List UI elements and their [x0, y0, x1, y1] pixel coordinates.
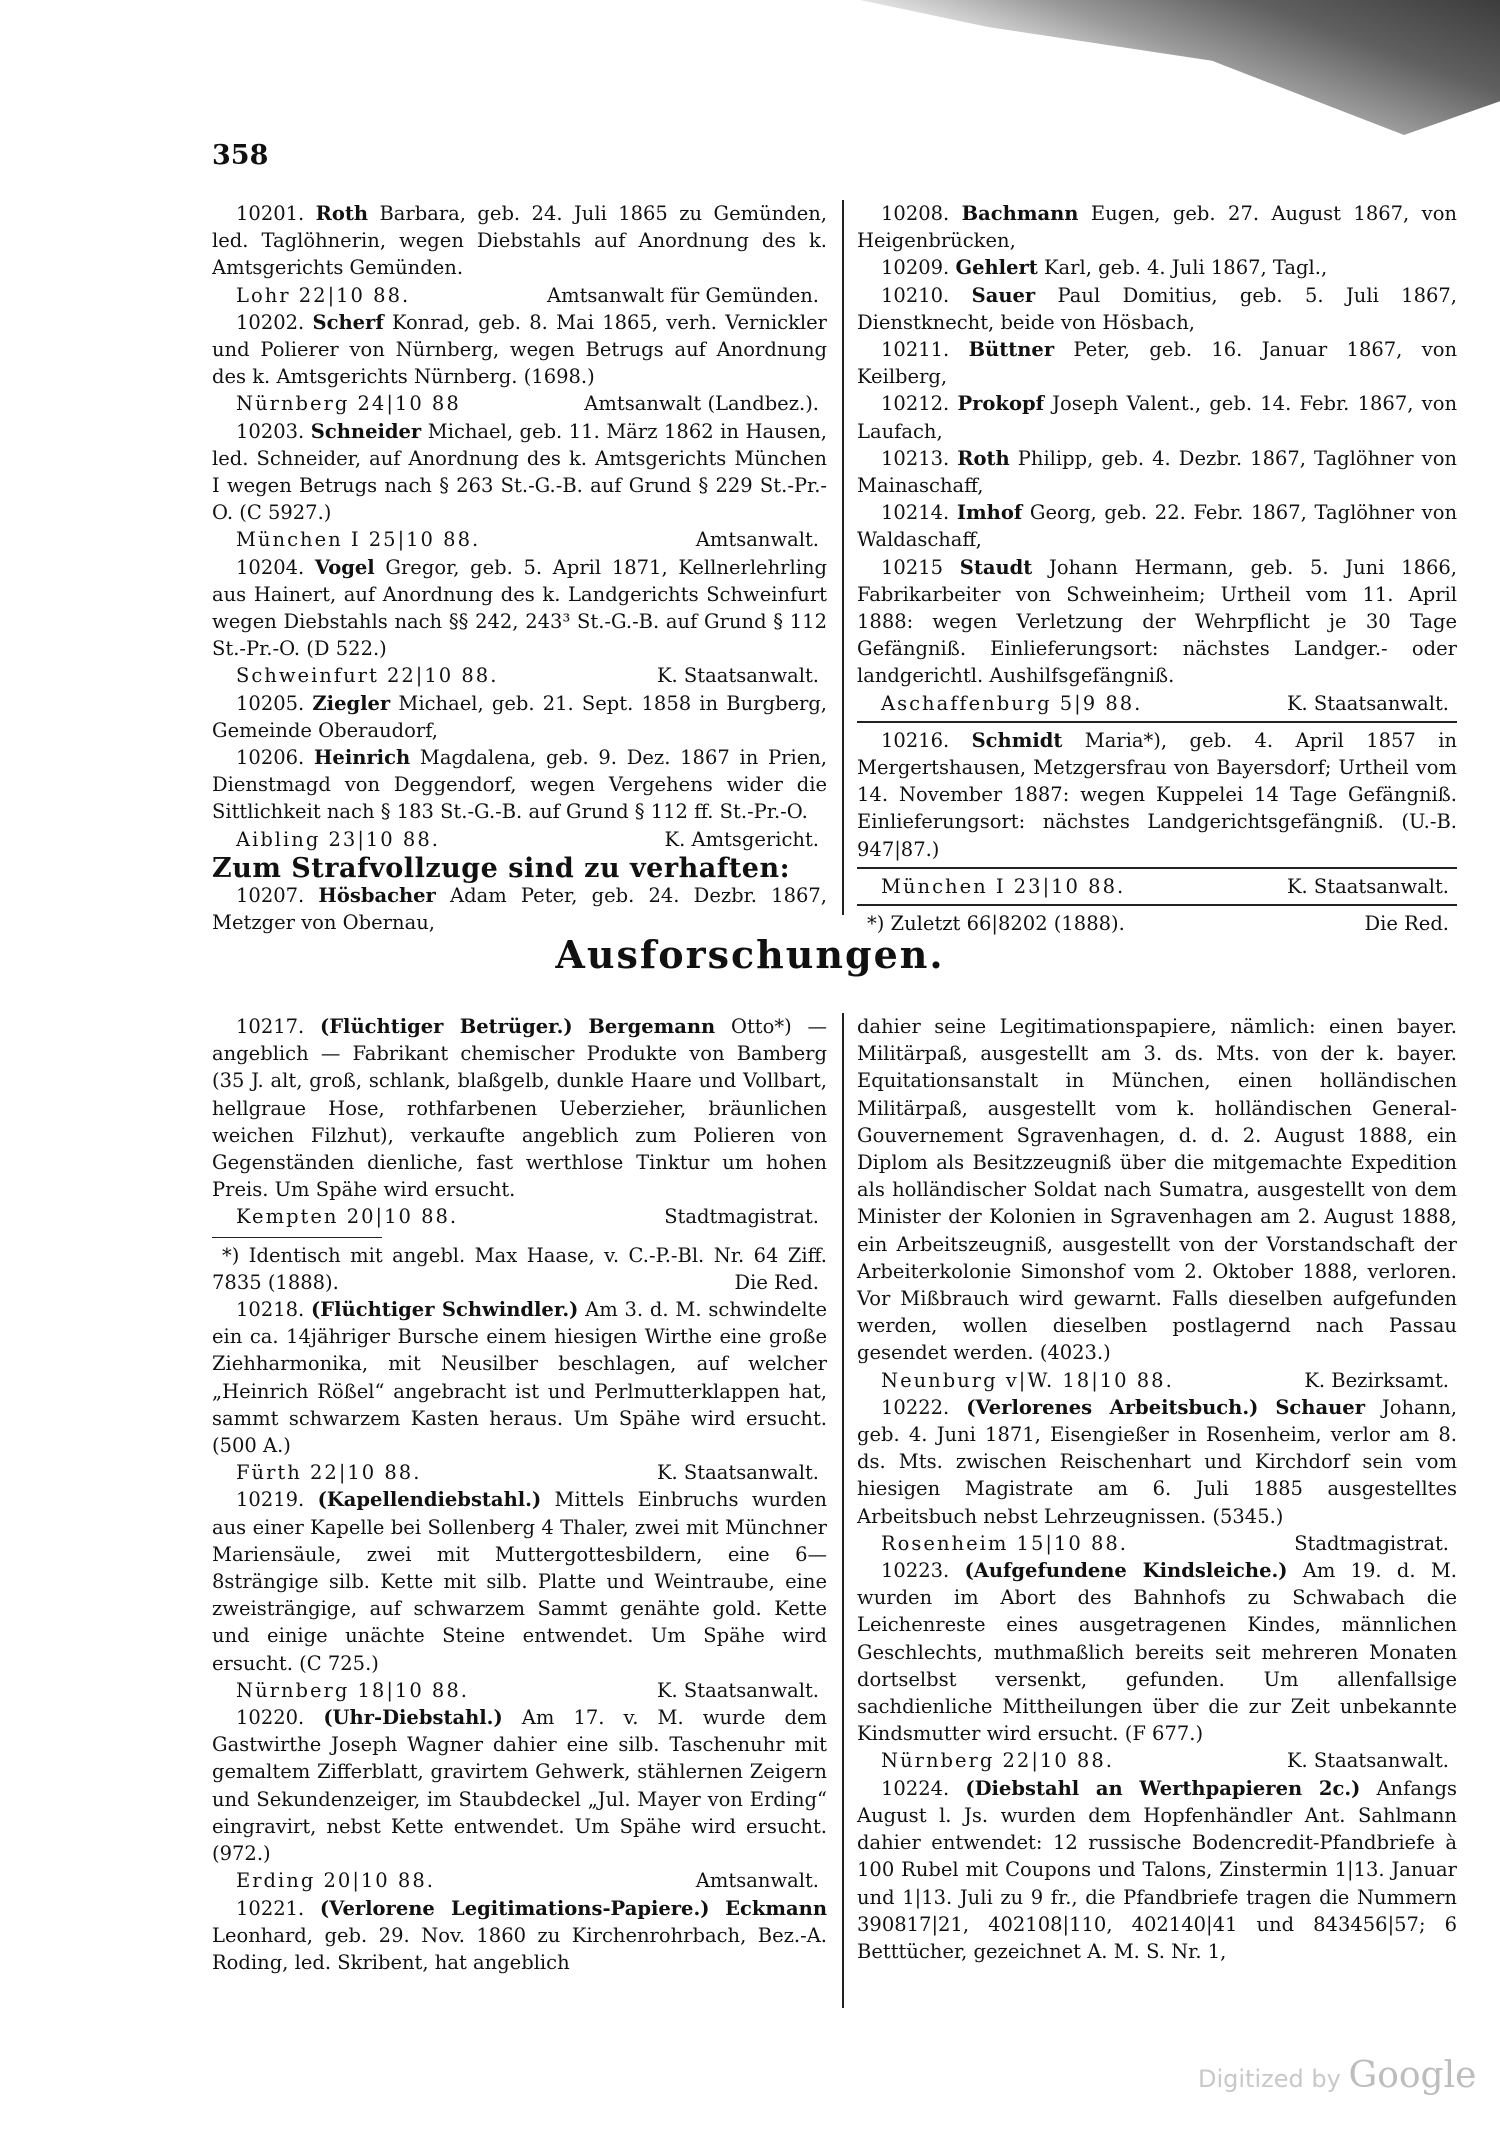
signature: Kempten 20|10 88. Stadtmagistrat.	[236, 1205, 819, 1229]
entry-10216: 10216. Schmidt Maria*), geb. 4. April 1857 in Mergertshausen, Metzgersfrau von Bayersdorf; Urtheil vom 14. November 1887: wegen Kuppelei 14 Tage Gefängniß. Einlieferungsort: nächstes Landgerichtsgefängniß. (U.-B. 947|87.)	[857, 728, 1457, 861]
entry-10220: 10220. (Uhr-Diebstahl.) Am 17. v. M. wurde dem Gastwirthe Joseph Wagner dahier eine silb. Taschenuhr mit gemaltem Zifferblatt, gravirtem Gehwerk, stählernen Zeigern und Sekundenzeiger, im Staubdeckel „Jul. Mayer von Erding“ eingravirt, nebst Kette entwendet. Um Spähe wird ersucht. (972.)	[212, 1706, 827, 1866]
signature: Rosenheim 15|10 88. Stadtmagistrat.	[881, 1531, 1449, 1555]
entry-10210: 10210. Sauer Paul Domitius, geb. 5. Juli 1867, Dienstknecht, beide von Hösbach,	[857, 283, 1457, 334]
top-right-column	[857, 200, 1457, 937]
signature: Neunburg v|W. 18|10 88. K. Bezirksamt.	[881, 1368, 1449, 1392]
entry-10223: 10223. (Aufgefundene Kindsleiche.) Am 19. d. M. wurden im Abort des Bahnhofs zu Schwabach die Leichenreste eines ausgetragenen Kindes, männlichen Geschlechts, muthmaßlich bereits seit mehreren Monaten dortselbst versenkt, gefunden. Um allenfallsige sachdienliche Mittheilungen über die zur Zeit unbekannte Kindsmutter wird ersucht. (F 677.)	[857, 1559, 1457, 1746]
column-divider	[842, 200, 844, 915]
horizontal-rule	[857, 904, 1457, 906]
scan-edge-shadow	[860, 0, 1500, 135]
column-divider	[842, 1013, 844, 2008]
horizontal-rule	[857, 867, 1457, 869]
entry-10202: 10202. Scherf Konrad, geb. 8. Mai 1865, verh. Vernickler und Polierer von Nürnberg, wegen Betrugs auf Anordnung des k. Amtsgerichts Nürnberg. (1698.)	[212, 310, 827, 389]
entry-10221: 10221. (Verlorene Legitimations-Papiere.) Eckmann Leonhard, geb. 29. Nov. 1860 zu Kirchenrohrbach, Bez.-A. Roding, led. Skribent, hat angeblich	[212, 1896, 828, 1974]
entry-10203: 10203. Schneider Michael, geb. 11. März 1862 in Hausen, led. Schneider, auf Anordnung des k. Amtsgerichts München I wegen Betrugs nach § 263 St.-G.-B. auf Grund § 229 St.-Pr.-O. (C 5927.)	[212, 419, 827, 525]
digitized-watermark: Digitized by Google	[1198, 2055, 1477, 2096]
entry-10215: 10215 Staudt Johann Hermann, geb. 5. Juni 1866, Fabrikarbeiter von Schweinheim; Urtheil vom 11. April 1888: wegen Verletzung der Wehrpflicht je 30 Tage Gefängniß. Einlieferungsort: nächstes Landger.- oder landgerichtl. Aushilfsgefängniß.	[857, 555, 1458, 688]
entry-10218: 10218. (Flüchtiger Schwindler.) Am 3. d. M. schwindelte ein ca. 14jähriger Bursche einem hiesigen Wirthe eine große Ziehharmonika, mit Neusilber beschlagen, auf welcher „Heinrich Rößel“ angebracht ist und Perlmutterklappen hat, sammt schwarzem Kasten heraus. Um Spähe wird ersucht. (500 A.)	[212, 1298, 827, 1458]
entry-10221-continued: dahier seine Legitimationspapiere, nämlich: einen bayer. Militärpaß, ausgestellt am 3. ds. Mts. von der k. bayer. Equitationsanstalt in München, einen holländischen Militärpaß, ausgestellt vom k. holländischen General-Gouvernement Sgravenhagen, d. d. 2. August 1888, ein Diplom als Besitzzeugniß über die mitgemachte Expedition als holländischer Soldat nach Sumatra, ausgestellt von dem Minister der Kolonien in Sgravenhagen am 2. August 1888, ein Arbeitszeugniß, ausgestellt von der Vorstandschaft der Arbeiterkolonie Simonshof vom 2. Oktober 1888, verloren. Vor Mißbrauch wird gewarnt. Falls dieselben aufgefunden werden, wollen dieselben postlagernd nach Passau gesendet werden. (4023.)	[857, 1015, 1457, 1365]
entry-10207: 10207. Hösbacher Adam Peter, geb. 24. Dezbr. 1867, Metzger von Obernau,	[212, 884, 827, 935]
top-left-column	[212, 200, 827, 936]
signature: Nürnberg 22|10 88. K. Staatsanwalt.	[881, 1749, 1449, 1773]
entry-10219: 10219. (Kapellendiebstahl.) Mittels Einbruchs wurden aus einer Kapelle bei Sollenberg 4 Thaler, zwei mit Münchner Mariensäule, zwei mit Muttergottesbildern, eine 6—8strängige silb. Kette mit silb. Platte und Weintraube, eine zweisträngige, auf schwarzem Sammt genähte gold. Kette und einige unächte Steine entwendet. Um Spähe wird ersucht. (C 725.)	[212, 1488, 827, 1675]
signature: München I 25|10 88. Amtsanwalt.	[236, 528, 819, 552]
entry-10204: 10204. Vogel Gregor, geb. 5. April 1871, Kellnerlehrling aus Hainert, auf Anordnung des k. Landgerichts Schweinfurt wegen Diebstahls nach §§ 242, 243³ St.-G.-B. auf Grund § 112 St.-Pr.-O. (D 522.)	[212, 555, 827, 661]
bottom-right-column	[857, 1013, 1457, 1965]
entry-10214: 10214. Imhof Georg, geb. 22. Febr. 1867, Taglöhner von Waldaschaff,	[857, 501, 1457, 552]
entry-10206: 10206. Heinrich Magdalena, geb. 9. Dez. 1867 in Prien, Dienstmagd von Deggendorf, wegen Vergehens wider die Sittlichkeit nach § 183 St.-G.-B. auf Grund § 112 ff. St.-Pr.-O.	[212, 746, 827, 824]
section-title-ausforschungen: Ausforschungen.	[555, 932, 945, 977]
footnote: *) Zuletzt 66|8202 (1888). Die Red.	[867, 912, 1449, 936]
signature: Lohr 22|10 88. Amtsanwalt für Gemünden.	[236, 283, 819, 307]
signature: Fürth 22|10 88. K. Staatsanwalt.	[236, 1461, 819, 1485]
entry-10217: 10217. (Flüchtiger Betrüger.) Bergemann Otto*) — angeblich — Fabrikant chemischer Produkte von Bamberg (35 J. alt, groß, schlank, blaßgelb, dunkle Haare und Vollbart, hellgraue Hose, rothfarbenen Ueberzieher, bräunlichen weichen Filzhut), verkaufte angeblich zum Polieren von Gegenständen dienliche, fast werthlose Tinktur um hohen Preis. Um Spähe wird ersucht.	[212, 1015, 827, 1202]
signature: Aschaffenburg 5|9 88. K. Staatsanwalt.	[881, 691, 1449, 715]
horizontal-rule	[857, 721, 1457, 723]
bottom-left-column	[212, 1013, 827, 1976]
signature: Nürnberg 18|10 88. K. Staatsanwalt.	[236, 1678, 819, 1702]
section-heading-verhaften: Zum Strafvollzuge sind zu verhaften:	[212, 852, 791, 884]
page-number: 358	[212, 140, 269, 171]
signature: Erding 20|10 88. Amtsanwalt.	[236, 1869, 819, 1893]
footnote-rule	[212, 1237, 382, 1238]
entry-10205: 10205. Ziegler Michael, geb. 21. Sept. 1858 in Burgberg, Gemeinde Oberaudorf,	[212, 691, 827, 742]
entry-10211: 10211. Büttner Peter, geb. 16. Januar 1867, von Keilberg,	[857, 338, 1458, 389]
entry-10208: 10208. Bachmann Eugen, geb. 27. August 1867, von Heigenbrücken,	[857, 202, 1457, 253]
signature: Nürnberg 24|10 88 Amtsanwalt (Landbez.).	[236, 392, 819, 416]
google-logo: Google	[1348, 2055, 1477, 2096]
signature: München I 23|10 88. K. Staatsanwalt.	[881, 874, 1449, 898]
entry-10222: 10222. (Verlorenes Arbeitsbuch.) Schauer Johann, geb. 4. Juni 1871, Eisengießer in Rosenheim, verlor am 8. ds. Mts. zwischen Reischenhart und Kirchdorf sein vom hiesigen Magistrate am 6. Juli 1885 ausgestelltes Arbeitsbuch nebst Lehrzeugnissen. (5345.)	[857, 1395, 1457, 1528]
signature: Aibling 23|10 88. K. Amtsgericht.	[236, 827, 819, 851]
entry-10224: 10224. (Diebstahl an Werthpapieren 2c.) Anfangs August l. Js. wurden dem Hopfenhändler Ant. Sahlmann dahier entwendet: 12 russische Bodencredit-Pfandbriefe à 100 Rubel mit Coupons und Talons, Zinstermin 1|13. Januar und 1|13. Juli zu 9 fr., die Pfandbriefe tragen die Nummern 390817|21, 402108|110, 402140|41 und 843456|57; 6 Betttücher, gezeichnet A. M. S. Nr. 1,	[857, 1776, 1458, 1963]
footnote: *) Identisch mit angebl. Max Haase, v. C.-P.-Bl. Nr. 64 Ziff. 7835 (1888). Die Red.	[212, 1243, 827, 1294]
entry-10212: 10212. Prokopf Joseph Valent., geb. 14. Febr. 1867, von Laufach,	[857, 392, 1457, 443]
entry-10213: 10213. Roth Philipp, geb. 4. Dezbr. 1867, Taglöhner von Mainaschaff,	[857, 446, 1457, 498]
signature: Schweinfurt 22|10 88. K. Staatsanwalt.	[236, 664, 819, 688]
entry-10209: 10209. Gehlert Karl, geb. 4. Juli 1867, Tagl.,	[881, 256, 1328, 280]
entry-10201: 10201. Roth Barbara, geb. 24. Juli 1865 zu Gemünden, led. Taglöhnerin, wegen Diebstahls auf Anordnung des k. Amtsgerichts Gemünden.	[212, 202, 828, 280]
